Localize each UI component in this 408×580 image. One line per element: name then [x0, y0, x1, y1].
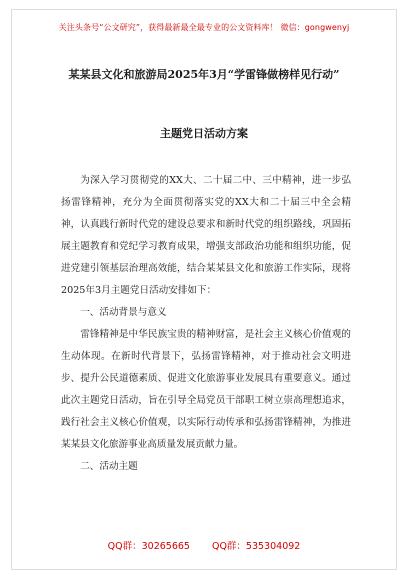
qq-group-1: QQ群：30265665: [107, 541, 190, 552]
intro-paragraph: 为深入学习贯彻党的XX大、二十届二中、三中精神，进一步弘扬雷锋精神，充分为全面贯彻落实党的XX大和二十届三中全会精神，认真践行新时代党的建设总要求和新时代党的组织路线，巩固拓展主题教育和党纪学习教育成果，增强支部政治功能和组织功能，促进党建引领基层治理高效能，结合某某县文化和旅游工作实际，现将2025年3月主题党日活动安排如下：: [61, 175, 351, 296]
document-body: [61, 170, 351, 478]
qq-group-2: QQ群：535304092: [211, 541, 301, 552]
promo-banner: 关注头条号“公文研究”，获得最新最全最专业的公文资料库！ 微信：gongwenyj: [58, 23, 350, 32]
section-paragraph-background: 雷锋精神是中华民族宝贵的精神财富，是社会主义核心价值观的生动体现。在新时代背景下，弘扬雷锋精神，对于推动社会文明进步、提升公民道德素质、促进文化旅游事业发展具有重要意义。通过此次主题党日活动，旨在引导全局党员干部职工树立崇高理想追求，践行社会主义核心价值观，以实际行动传承和弘扬雷锋精神，为推进某某县文化旅游事业高质量发展贡献力量。: [61, 329, 351, 450]
document-title: 某某县文化和旅游局2025年3月“学雷锋做榜样见行动”: [68, 68, 340, 81]
footer-contact: [0, 538, 408, 552]
section-heading-theme: 二、活动主题: [80, 461, 138, 472]
section-heading-background: 一、活动背景与意义: [80, 307, 167, 318]
document-subtitle: 主题党日活动方案: [160, 127, 248, 140]
